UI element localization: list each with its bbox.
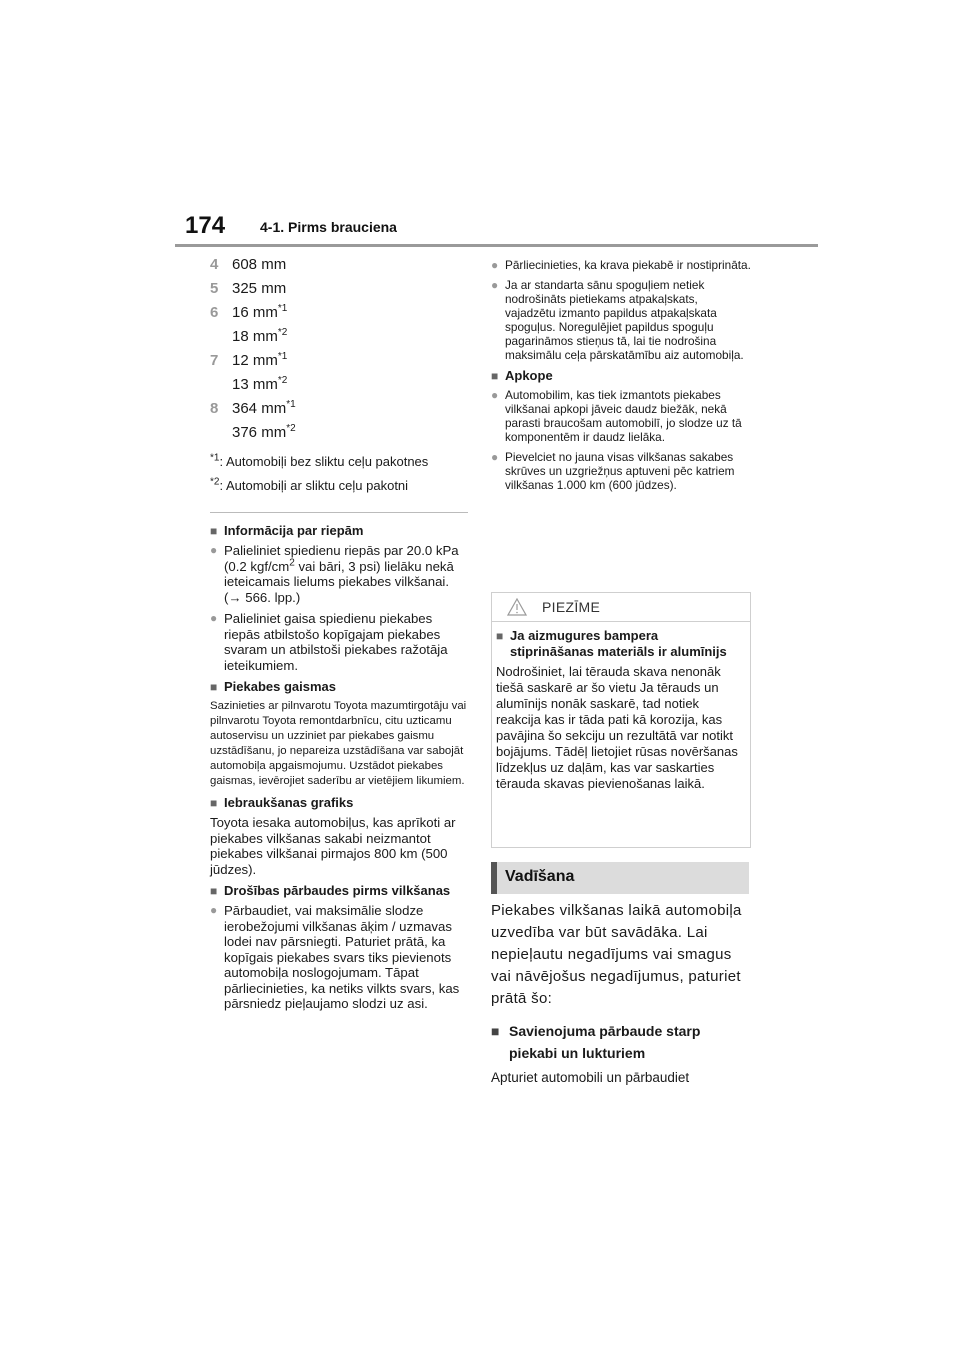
page-number: 174 bbox=[185, 212, 226, 239]
dimension-value: 325 mm bbox=[232, 280, 287, 297]
dimension-item bbox=[210, 254, 468, 278]
mirrors-bullet: ● Ja ar standarta sānu spoguļiem netiek nodrošināts pietiekams atpakaļskats, vajadzētu izmanto papildus atpakaļskata spoguļus. Noregulējiet papildus spoguļu pagarināmos stieņus tā, lai tie nodrošina maksimālu ceļa pārskatāmību aiz automobiļa. bbox=[491, 278, 751, 362]
dimension-number: 7 bbox=[210, 352, 219, 369]
tires-heading: ■ Informācija par riepām bbox=[210, 523, 468, 539]
driving-section-bar bbox=[491, 862, 749, 894]
section-title: 4-1. Pirms brauciena bbox=[260, 219, 397, 235]
safety-bullet: ● Pārbaudiet, vai maksimālie slodze ierobežojumi vilkšanas āķim / uzmavas lodei nav pārsniegti. Paturiet prātā, ka kopīgais piekabes svars tiks pievienots automobiļa noslogojumam. Tāpat pārliecinieties, ka netiks vilkts svars, kas pārsniedz pieļaujamo slodzi uz asi. bbox=[210, 903, 468, 1012]
dimension-value: 608 mm bbox=[232, 256, 287, 273]
divider bbox=[210, 512, 468, 513]
breakin-heading: ■ Iebraukšanas grafiks bbox=[210, 795, 468, 811]
dimension-item-alt bbox=[210, 326, 468, 350]
maintenance-bullet: ● Automobilim, kas tiek izmantots piekabes vilkšanai apkopi jāveic daudz biežāk, nekā parasti braucošam automobilī, jo slodze uz tā komponentēm ir daudz lielāka. bbox=[491, 388, 751, 444]
note-heading: ■ Ja aizmugures bampera stiprināšanas materiāls ir alumīnijs bbox=[496, 628, 744, 660]
right-column bbox=[491, 254, 751, 498]
page-header bbox=[185, 212, 818, 246]
cargo-bullet: ● Pārliecinieties, ka krava piekabē ir nostiprināta. bbox=[491, 258, 751, 272]
warning-triangle-icon bbox=[507, 598, 527, 616]
check-heading: ■ Savienojuma pārbaude starp piekabi un lukturiem bbox=[491, 1020, 751, 1064]
dimension-item bbox=[210, 278, 468, 302]
driving-section-title: Vadīšana bbox=[505, 868, 575, 885]
dimension-number: 8 bbox=[210, 400, 219, 417]
dimension-value: 16 $mm^{*1}$ bbox=[232, 303, 288, 321]
tires-bullet: ● Palieliniet spiedienu riepās par 20.0 kPa (0.2 kgf/$cm^2$ vai bāri, 3 psi) lielāku nekā ieteicamais lielums piekabes vilkšanai. (→ 566. lpp.) bbox=[210, 543, 468, 605]
tires-bullet: ● Palieliniet gaisa spiedienu piekabes riepās atbilstošo kopīgajam piekabes svaram un atbilstoši piekabes ražotāja ieteikumiem. bbox=[210, 611, 468, 673]
dimension-item-alt bbox=[210, 422, 468, 446]
dimension-number: 4 bbox=[210, 256, 219, 273]
dimension-number: 5 bbox=[210, 280, 219, 297]
footnote: $^{*1}$: Automobiļi bez sliktu ceļu pakotnes bbox=[210, 452, 429, 469]
safety-heading: ■ Drošības pārbaudes pirms vilkšanas bbox=[210, 883, 468, 899]
maintenance-heading: ■ Apkope bbox=[491, 368, 751, 384]
driving-section bbox=[491, 900, 751, 1092]
dimension-value: 376 $mm^{*2}$ bbox=[232, 423, 296, 441]
breakin-text: Toyota iesaka automobiļus, kas aprīkoti ar piekabes vilkšanas sakabi neizmantot piekabes vilkšanai pirmajos 800 km (500 jūdzes). bbox=[210, 815, 456, 877]
dimension-number: 6 bbox=[210, 304, 219, 321]
dimension-value: 364 $mm^{*1}$ bbox=[232, 399, 296, 417]
dimension-list bbox=[210, 254, 468, 446]
note-text: Nodrošiniet, lai tērauda skava nenonāk tiešā saskarē ar šo vietu Ja tērauds un alumīnijs nonāk saskarē, tad notiek reakcija kas ir tāda pati kā korozija, kas pavājina šo sekciju un rezultātā var notikt bojājums. Tādēļ lietojiet rūsas novēršanas līdzekļus uz daļām, kas var saskarties tērauda skavas pievienošanas laikā. bbox=[496, 664, 738, 791]
dimension-value: 18 $mm^{*2}$ bbox=[232, 327, 288, 345]
lights-text: Sazinieties ar pilnvarotu Toyota mazumtirgotāju vai pilnvarotu Toyota remontdarbnīcu, citu uzticamu autoservisu un uzziniet par piekabes gaismu uzstādīšanu, jo nepareiza uzstādīšana var sabojāt automobiļa apgaismojumu. Uzstādot piekabes gaismas, ievērojiet saderību ar vietējiem likumiem. bbox=[210, 700, 467, 787]
lights-heading: ■ Piekabes gaismas bbox=[210, 679, 468, 695]
note-title: PIEZĪME bbox=[542, 599, 601, 615]
dimension-value: 13 $mm^{*2}$ bbox=[232, 375, 288, 393]
left-column bbox=[210, 254, 468, 1018]
maintenance-bullet: ● Pievelciet no jauna visas vilkšanas sakabes skrūves un uzgriežņus aptuveni pēc katriem vilkšanas 1.000 km (600 jūdzes). bbox=[491, 450, 751, 492]
note-box bbox=[491, 592, 751, 848]
header-rule bbox=[175, 244, 818, 247]
dimension-item bbox=[210, 302, 468, 326]
note-header bbox=[492, 593, 750, 622]
driving-intro: Piekabes vilkšanas laikā automobiļa uzvedība var būt savādāka. Lai nepieļautu negadījums vai smagus vai nāvējošus negadījumus, paturiet prātā šo: bbox=[491, 902, 742, 1007]
dimension-item bbox=[210, 398, 468, 422]
dimension-item-alt bbox=[210, 374, 468, 398]
note-body bbox=[492, 622, 750, 792]
dimension-item bbox=[210, 350, 468, 374]
check-text: Apturiet automobili un pārbaudiet bbox=[491, 1070, 690, 1085]
dimension-value: 12 $mm^{*1}$ bbox=[232, 351, 288, 369]
footnote: $^{*2}$: Automobiļi ar sliktu ceļu pakotni bbox=[210, 476, 409, 493]
